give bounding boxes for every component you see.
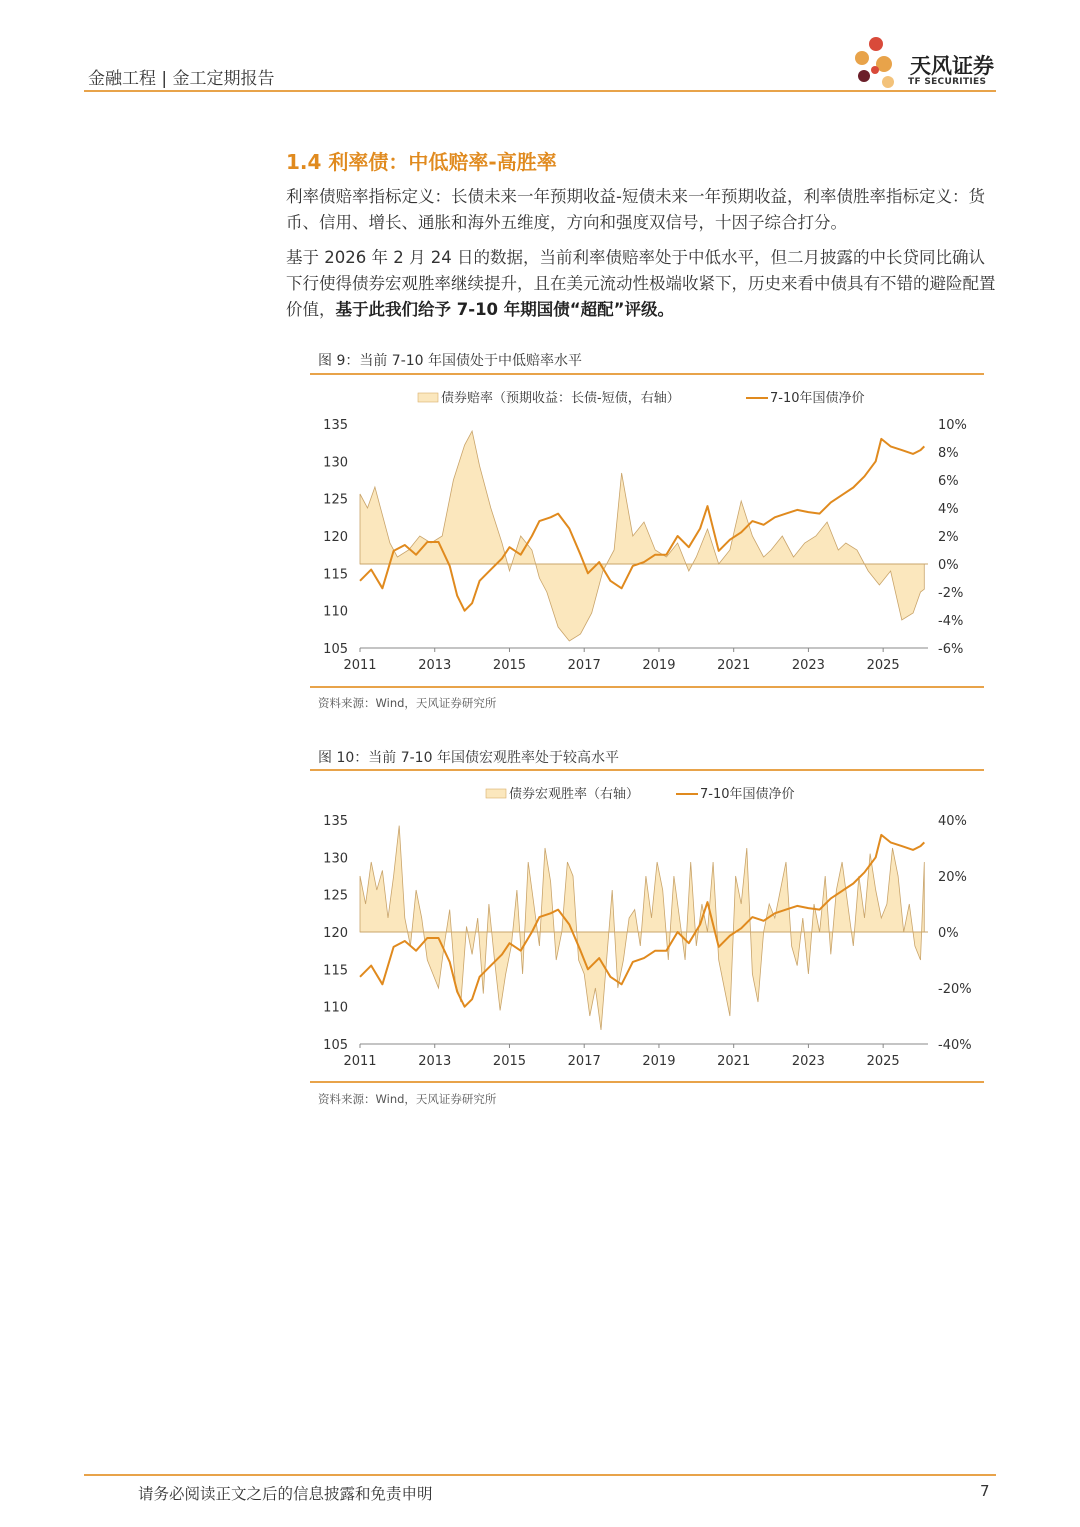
- y-left-tick-label: 120: [323, 530, 348, 545]
- y-left-tick-label: 120: [323, 926, 348, 941]
- y-left-tick-label: 130: [323, 851, 348, 867]
- figure-9-top-rule: [310, 373, 984, 375]
- x-tick-label: 2011: [343, 658, 377, 673]
- x-tick-label: 2013: [418, 1054, 452, 1069]
- chart-legend: [418, 390, 865, 406]
- figure-10-chart: [310, 776, 984, 1076]
- header-divider: [84, 90, 996, 92]
- legend-label-area: 债券赔率（预期收益：长债-短债，右轴）: [441, 391, 680, 406]
- x-tick-label: 2019: [642, 1054, 676, 1069]
- y-left-tick-label: 105: [323, 1038, 348, 1053]
- x-tick-label: 2011: [343, 1054, 377, 1069]
- y-right-tick-label: -40%: [938, 1038, 972, 1053]
- figure-9-bottom-rule: [310, 686, 984, 688]
- x-tick-label: 2025: [866, 1054, 900, 1069]
- paragraph-definition: 利率债赔率指标定义：长债未来一年预期收益-短债未来一年预期收益，利率债胜率指标定义：货币、信用、增长、通胀和海外五维度，方向和强度双信号，十因子综合打分。: [286, 187, 985, 232]
- paragraph-conclusion-bold: 基于此我们给予 7-10 年期国债“超配”评级。: [335, 300, 674, 319]
- x-tick-label: 2019: [642, 658, 676, 673]
- y-right-tick-label: -4%: [938, 614, 964, 629]
- x-tick-label: 2023: [791, 658, 825, 673]
- x-tick-label: 2021: [717, 658, 751, 673]
- header-title: 金融工程 | 金工定期报告: [88, 69, 275, 89]
- legend-swatch-area: [486, 789, 506, 798]
- logo-name-en: TF SECURITIES: [908, 77, 987, 87]
- y-right-tick-label: 6%: [938, 474, 959, 489]
- x-tick-label: 2025: [866, 658, 900, 673]
- y-right-tick-label: 2%: [938, 530, 959, 545]
- y-right-tick-label: 10%: [938, 418, 967, 433]
- legend-swatch-area: [418, 393, 438, 402]
- y-left-tick-label: 115: [323, 567, 348, 583]
- y-left-tick-label: 135: [323, 418, 348, 433]
- x-tick-label: 2021: [717, 1054, 751, 1069]
- y-left-tick-label: 125: [323, 888, 348, 904]
- y-left-tick-label: 115: [323, 963, 348, 979]
- footer-disclaimer: 请务必阅读正文之后的信息披露和免责申明: [138, 1485, 433, 1503]
- legend-label-area: 债券宏观胜率（右轴）: [509, 787, 640, 802]
- paragraph-conclusion: [286, 245, 996, 323]
- figure-9-title: 图 9：当前 7-10 年国债处于中低赔率水平: [318, 353, 583, 369]
- figure-9-chart: [310, 380, 984, 680]
- legend-label-line: 7-10年国债净价: [770, 391, 865, 406]
- paragraph-conclusion-main: 基于 2026 年 2 月 24 日的数据，当前利率债赔率处于中低水平，但二月披露的中长贷同比确认下行使得债券宏观胜率继续提升，且在美元流动性极端收紧下，历史来看中债具有不错的避险配置价值，: [286, 248, 996, 319]
- figure-9-source: 资料来源：Wind，天风证券研究所: [318, 696, 497, 710]
- footer-divider: [84, 1474, 996, 1476]
- x-tick-label: 2015: [492, 1054, 527, 1069]
- y-left-tick-label: 130: [323, 455, 348, 471]
- y-right-tick-label: 40%: [938, 814, 967, 829]
- figure-10-title: 图 10：当前 7-10 年国债宏观胜率处于较高水平: [318, 750, 619, 766]
- y-left-tick-label: 110: [323, 1000, 348, 1016]
- legend-label-line: 7-10年国债净价: [700, 787, 795, 802]
- y-right-tick-label: -6%: [938, 642, 964, 657]
- y-right-tick-label: 20%: [938, 870, 967, 885]
- series-area: [360, 826, 924, 1030]
- y-left-tick-label: 135: [323, 814, 348, 829]
- y-right-tick-label: 0%: [938, 558, 959, 573]
- y-right-tick-label: -2%: [938, 586, 964, 601]
- x-tick-label: 2017: [567, 658, 601, 673]
- y-left-tick-label: 125: [323, 492, 348, 508]
- x-tick-label: 2023: [791, 1054, 825, 1069]
- page-number: 7: [980, 1482, 990, 1500]
- y-left-tick-label: 110: [323, 604, 348, 620]
- figure-10-top-rule: [310, 769, 984, 771]
- y-right-tick-label: 4%: [938, 502, 959, 517]
- chart-legend: [486, 786, 795, 802]
- section-title: 1.4 利率债：中低赔率-高胜率: [286, 150, 557, 174]
- x-tick-label: 2017: [567, 1054, 601, 1069]
- series-area: [360, 431, 924, 641]
- figure-10-source: 资料来源：Wind，天风证券研究所: [318, 1092, 497, 1106]
- y-right-tick-label: 8%: [938, 446, 959, 461]
- logo-name-cn: 天风证券: [910, 54, 994, 78]
- x-tick-label: 2013: [418, 658, 452, 673]
- y-right-tick-label: -20%: [938, 982, 972, 997]
- x-tick-label: 2015: [492, 658, 527, 673]
- y-left-tick-label: 105: [323, 642, 348, 657]
- figure-10-bottom-rule: [310, 1081, 984, 1083]
- y-right-tick-label: 0%: [938, 926, 959, 941]
